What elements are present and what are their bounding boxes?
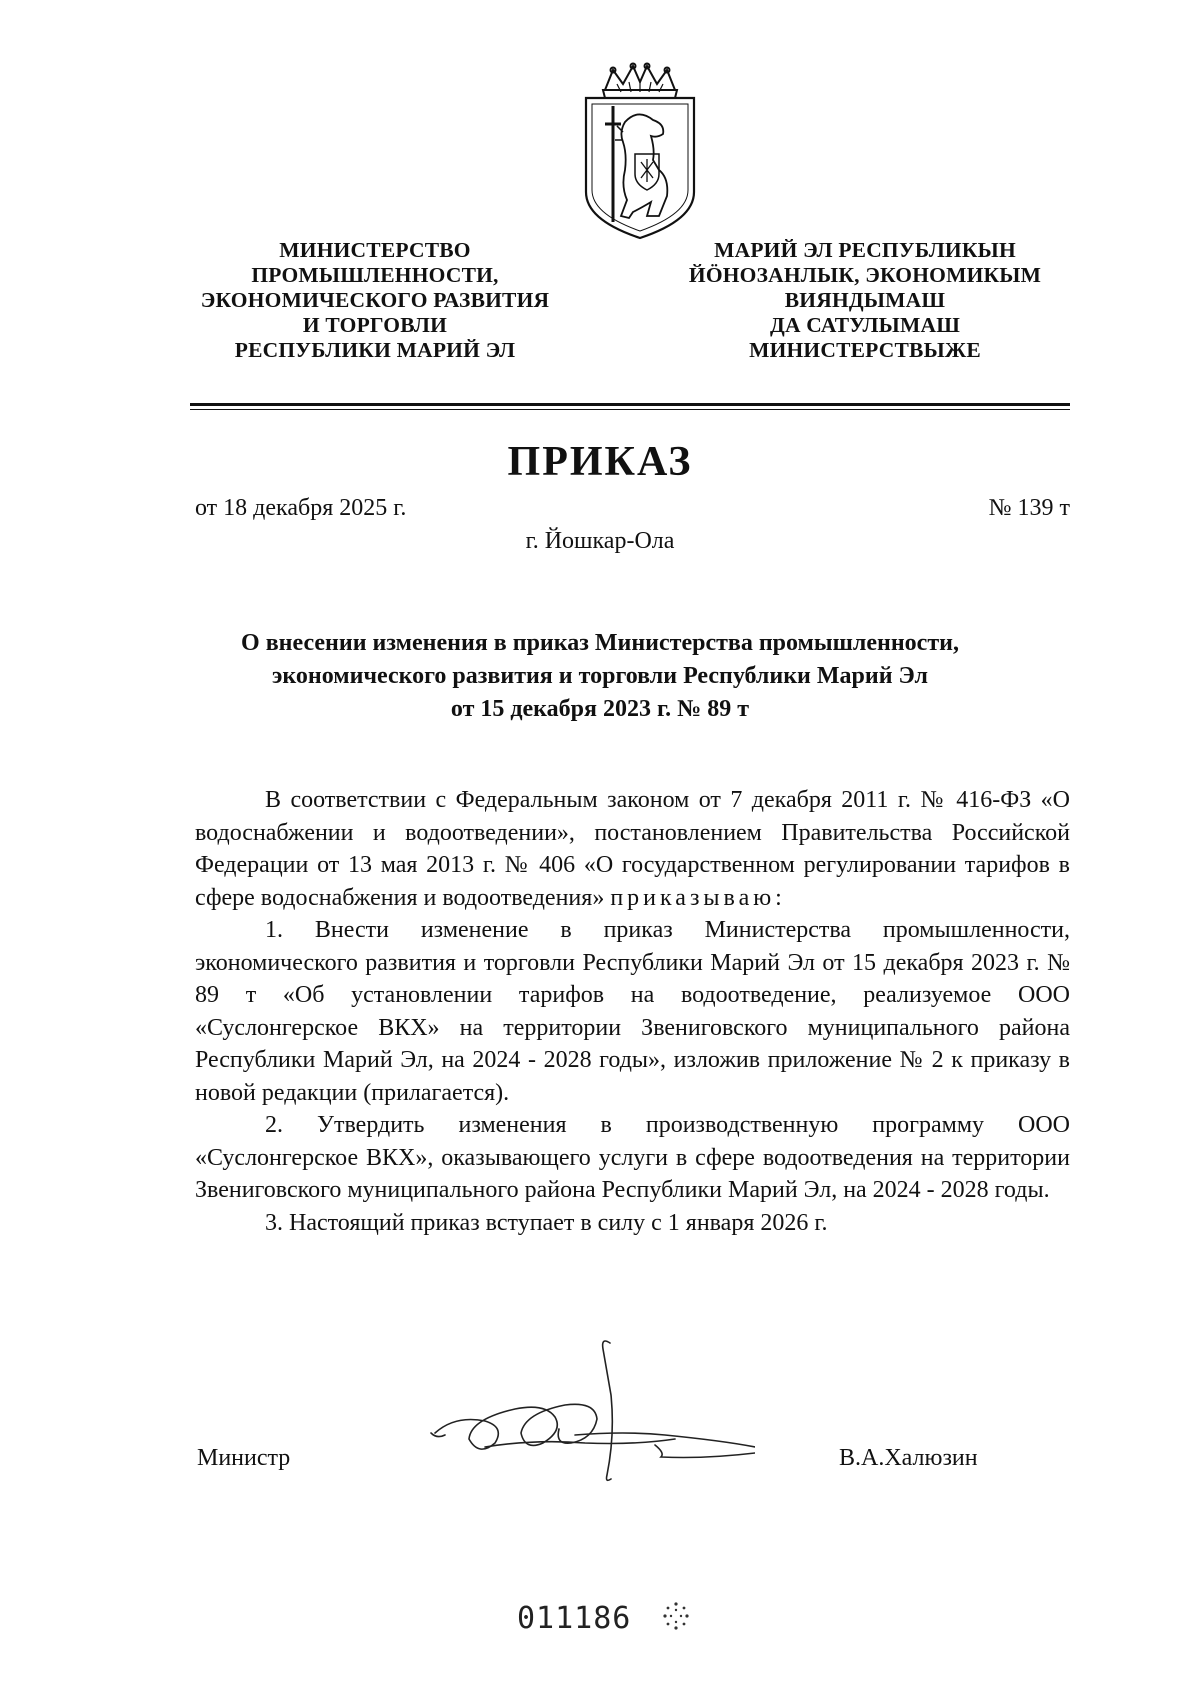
preamble-text: В соответствии с Федеральным законом от 7 декабря 2011 г. № 416-ФЗ «О водоснабжении и водоотведении», постановлением Правительства Российской Федерации от 13 мая 2013 г. № 406 «О государственном регулировании тарифов в сфере водоснабжения и водоотведения» (195, 787, 1070, 911)
security-mark-icon (661, 1600, 691, 1632)
coat-of-arms-icon (583, 62, 698, 240)
header-line: ПРОМЫШЛЕННОСТИ, (251, 263, 499, 287)
header-line: ВИЯНДЫМАШ (784, 288, 946, 312)
document-subject (150, 627, 1050, 726)
header-divider-thin (190, 409, 1070, 410)
document-city: г. Йошкар-Ола (525, 528, 675, 554)
order-word: приказываю: (610, 884, 786, 911)
item-2: 2. Утвердить изменения в производственную программу ООО «Суслонгерское ВКХ», оказывающего услуги в сфере водоотведения на территории Звениговского муниципального района Республики Марий Эл, на 2024 - 2028 годы. (195, 1112, 1070, 1203)
header-line: И ТОРГОВЛИ (302, 313, 448, 337)
handwritten-signature (425, 1335, 755, 1485)
header-line: ЙӦНОЗАНЛЫК, ЭКОНОМИКЫМ (688, 263, 1042, 287)
ministry-name-russian (165, 238, 585, 363)
document-type-title: ПРИКАЗ (507, 439, 693, 485)
form-serial-number: 011186 (517, 1601, 632, 1636)
header-line: МАРИЙ ЭЛ РЕСПУБЛИКЫН (714, 238, 1016, 262)
subject-line: от 15 декабря 2023 г. № 89 т (450, 696, 750, 722)
signer-name: В.А.Халюзин (839, 1445, 978, 1471)
subject-line: экономического развития и торговли Республики Марий Эл (272, 663, 928, 689)
item-1: 1. Внести изменение в приказ Министерства промышленности, экономического развития и торговли Республики Марий Эл от 15 декабря 2023 г. № 89 т «Об установлении тарифов на водоотведение, реализуемое ООО «Суслонгерское ВКХ» на территории Звениговского муниципального района Республики Марий Эл, на 2024 - 2028 годы», изложив приложение № 2 к приказу в новой редакции (прилагается). (195, 917, 1070, 1106)
header-line: МИНИСТЕРСТВЫЖЕ (749, 338, 981, 362)
header-divider (190, 403, 1070, 406)
header-line: ЭКОНОМИЧЕСКОГО РАЗВИТИЯ (200, 288, 550, 312)
header-line: РЕСПУБЛИКИ МАРИЙ ЭЛ (234, 338, 516, 362)
item-3: 3. Настоящий приказ вступает в силу с 1 января 2026 г. (265, 1209, 828, 1236)
ministry-name-mari (660, 238, 1070, 363)
document-body (195, 784, 1070, 1239)
document-number: № 139 т (988, 495, 1070, 521)
header-line: ДА САТУЛЫМАШ (769, 313, 961, 337)
subject-line: О внесении изменения в приказ Министерства промышленности, (241, 630, 959, 656)
header-line: МИНИСТЕРСТВО (279, 238, 471, 262)
signer-title: Министр (197, 1445, 291, 1471)
document-date: от 18 декабря 2025 г. (195, 495, 407, 521)
preamble-paragraph (195, 784, 1070, 914)
